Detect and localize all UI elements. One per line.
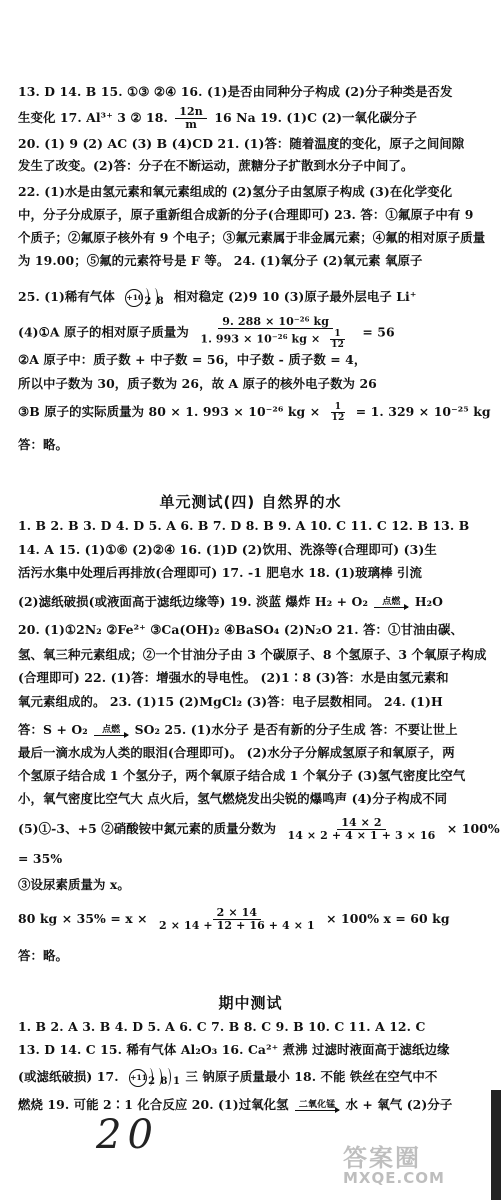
fraction-numerator: 2 × 14 <box>213 907 261 920</box>
answer-line: 个质子；②氟原子核外有 9 个电子；③氟元素属于非金属元素；④氟的相对原子质量 <box>18 230 486 245</box>
fraction-relative-mass <box>196 316 355 350</box>
answer-line: 22. (1)水是由氢元素和氧元素组成的 (2)氢分子由氢原子构成 (3)在化学变化 <box>18 184 453 199</box>
answer-line: 为 19.00；⑤氟的元素符号是 F 等。 24. (1)氧分子 (2)氧元素 氧原子 <box>18 253 423 268</box>
section-heading: 期中测试 <box>218 994 283 1012</box>
answer-line: ②A 原子中：质子数 + 中子数 = 56，中子数 - 质子数 = 4， <box>18 352 367 367</box>
fraction-denominator: m <box>185 118 197 131</box>
shell-electrons: 2 8 <box>144 295 165 307</box>
fraction-12n-over-m <box>175 106 207 131</box>
answer-text: (5)①-3、+5 ②硝酸铵中氮元素的质量分数为 <box>18 821 277 836</box>
nucleus-charge: +11 <box>129 1069 147 1087</box>
answer-line: 14. A 15. (1)①⑥ (2)②④ 16. (1)D (2)饮用、洗涤等(合理即可) (3)生 <box>18 542 437 557</box>
watermark-domain-text: MXQE.COM <box>343 1169 445 1187</box>
watermark-logo-text: 答案圈 <box>343 1144 421 1172</box>
answer-line <box>18 1066 487 1088</box>
answer-line: 13. D 14. C 15. 稀有气体 Al₂O₃ 16. Ca²⁺ 煮沸 过滤时液面高于滤纸边缘 <box>18 1042 450 1057</box>
answer-line: 发生了改变。(2)答：分子在不断运动，蔗糖分子扩散到水分子中间了。 <box>18 158 414 173</box>
answer-line <box>18 814 500 844</box>
fraction-numerator: 1 <box>330 329 344 340</box>
fraction-one-twelfth <box>328 402 349 423</box>
fraction-nitrogen-share <box>284 817 440 842</box>
fraction-numerator: 14 × 2 <box>337 817 385 830</box>
answer-line: 答：略。 <box>18 948 68 963</box>
answer-text: 25. (1)稀有气体 <box>18 289 115 304</box>
answer-text: 水 + 氧气 (2)分子 <box>345 1097 453 1112</box>
reaction-arrow <box>295 1101 339 1111</box>
answer-line: 中，分子分成原子，原子重新组合成新的分子(合理即可) 23. 答：①氟原子中有 9 <box>18 207 474 222</box>
answer-line: 20. (1)①2N₂ ②Fe²⁺ ③Ca(OH)₂ ④BaSO₄ (2)N₂O 21. 答：①甘油由碳、 <box>18 622 463 637</box>
answer-text: (或滤纸破损) 17. <box>18 1069 119 1084</box>
answer-text: (4)①A 原子的相对原子质量为 <box>18 324 189 340</box>
fraction-urea-share <box>155 907 319 932</box>
answer-line: 13. D 14. B 15. ①③ ②④ 16. (1)是否由同种分子构成 (2)分子种类是否发 <box>18 84 453 99</box>
answer-text: = 1. 329 × 10⁻²⁵ kg <box>355 404 491 419</box>
answer-line: ③设尿素质量为 x。 <box>18 877 130 892</box>
section-heading: 单元测试(四) 自然界的水 <box>159 493 342 511</box>
answer-line: (合理即可) 22. (1)答：增强水的导电性。 (2)1∶8 (3)答：水是由氢元素和 <box>18 670 449 685</box>
atom-structure-diagram <box>123 288 165 308</box>
page-edge-shadow <box>491 1090 501 1200</box>
atom-structure-diagram <box>127 1068 181 1088</box>
fraction-denominator: 12 <box>331 413 345 423</box>
fraction-denominator: 14 × 2 + 4 × 1 + 3 × 16 <box>287 829 436 842</box>
answer-line: 20. (1) 9 (2) AC (3) B (4)CD 21. (1)答：随着温度的变化，原子之间间隙 <box>18 136 465 151</box>
reaction-condition: 二氧化锰 <box>298 1099 336 1110</box>
reaction-arrow <box>374 598 408 608</box>
answer-text: 相对稳定 (2)9 10 (3)原子最外层电子 Li⁺ <box>173 289 417 304</box>
answer-text: × 100% <box>446 821 500 836</box>
reaction-condition: 点燃 <box>102 724 121 735</box>
arrow-bar <box>374 607 408 608</box>
fraction-denominator <box>196 329 355 350</box>
answer-line: 所以中子数为 30，质子数为 26，故 A 原子的核外电子数为 26 <box>18 376 377 391</box>
nucleus-charge: +10 <box>125 289 143 307</box>
arrow-bar <box>94 735 128 736</box>
shell-electrons: 2 8 1 <box>148 1075 181 1087</box>
fraction-one-twelfth <box>327 329 348 350</box>
answer-line: = 35% <box>18 851 63 866</box>
answer-line <box>18 592 487 612</box>
site-watermark <box>343 1138 493 1188</box>
answer-text: 答：S + O₂ <box>18 722 88 737</box>
fraction-numerator: 12n <box>175 106 207 119</box>
fraction-numerator: 9. 288 × 10⁻²⁶ kg <box>218 316 333 329</box>
answer-line: 小，氧气密度比空气大 点火后，氢气燃烧发出尖锐的爆鸣声 (4)分子构成不同 <box>18 791 448 806</box>
answer-line: 氢、氧三种元素组成；②一个甘油分子由 3 个碳原子、8 个氢原子、3 个氧原子构成 <box>18 647 487 662</box>
answer-text: 燃烧 19. 可能 2∶1 化合反应 20. (1)过氧化氢 <box>18 1097 289 1112</box>
arrow-bar <box>295 1110 339 1111</box>
answer-text: ③B 原子的实际质量为 80 × 1. 993 × 10⁻²⁶ kg × <box>18 404 321 419</box>
handwritten-page-number: 20 <box>96 1112 159 1158</box>
answer-line <box>18 399 491 425</box>
reaction-arrow <box>94 726 128 736</box>
answer-text: = 56 <box>362 324 395 340</box>
fraction-numerator: 1 <box>331 402 345 413</box>
answer-line: 1. B 2. A 3. B 4. D 5. A 6. C 7. B 8. C 9. B 10. C 11. A 12. C <box>18 1019 426 1034</box>
answer-text: 16 Na 19. (1)C (2)一氧化碳分子 <box>214 110 418 125</box>
answer-line: 最后一滴水成为人类的眼泪(合理即可)。 (2)水分子分解成氢原子和氧原子，两 <box>18 745 455 760</box>
answer-text: × 100% x = 60 kg <box>326 911 450 926</box>
fraction-denominator: 12 <box>331 340 344 350</box>
answer-text: 三 钠原子质量最小 18. 不能 铁丝在空气中不 <box>185 1069 438 1084</box>
reaction-condition: 点燃 <box>382 596 401 607</box>
answer-text: 生变化 17. Al³⁺ 3 ② 18. <box>18 110 168 125</box>
answer-line <box>18 106 487 131</box>
answer-text: 80 kg × 35% = x × <box>18 911 148 926</box>
answer-text: H₂O <box>414 594 444 609</box>
answer-line <box>18 720 487 740</box>
answer-line: 个氢原子结合成 1 个氢分子，两个氧原子结合成 1 个氧分子 (3)氢气密度比空气 <box>18 768 466 783</box>
answer-text: SO₂ 25. (1)水分子 是否有新的分子生成 答：不要让世上 <box>134 722 458 737</box>
answer-line: 答：略。 <box>18 437 68 452</box>
answer-line: 1. B 2. B 3. D 4. D 5. A 6. B 7. D 8. B 9. A 10. C 11. C 12. B 13. B <box>18 518 470 533</box>
answer-line <box>18 286 487 308</box>
answer-line: 氧元素组成的。 23. (1)15 (2)MgCl₂ (3)答：电子层数相同。 24. (1)H <box>18 694 443 709</box>
answer-line <box>18 315 487 350</box>
fraction-denominator: 2 × 14 + 12 + 16 + 4 × 1 <box>159 919 315 932</box>
answer-text: (2)滤纸破损(或液面高于滤纸边缘等) 19. 淡蓝 爆炸 H₂ + O₂ <box>18 594 368 609</box>
denominator-text: 1. 993 × 10⁻²⁶ kg × <box>200 332 321 346</box>
answer-line: 活污水集中处理后再排放(合理即可) 17. -1 肥皂水 18. (1)玻璃棒 引流 <box>18 565 423 580</box>
answer-line <box>18 1094 487 1116</box>
answer-line <box>18 904 487 934</box>
